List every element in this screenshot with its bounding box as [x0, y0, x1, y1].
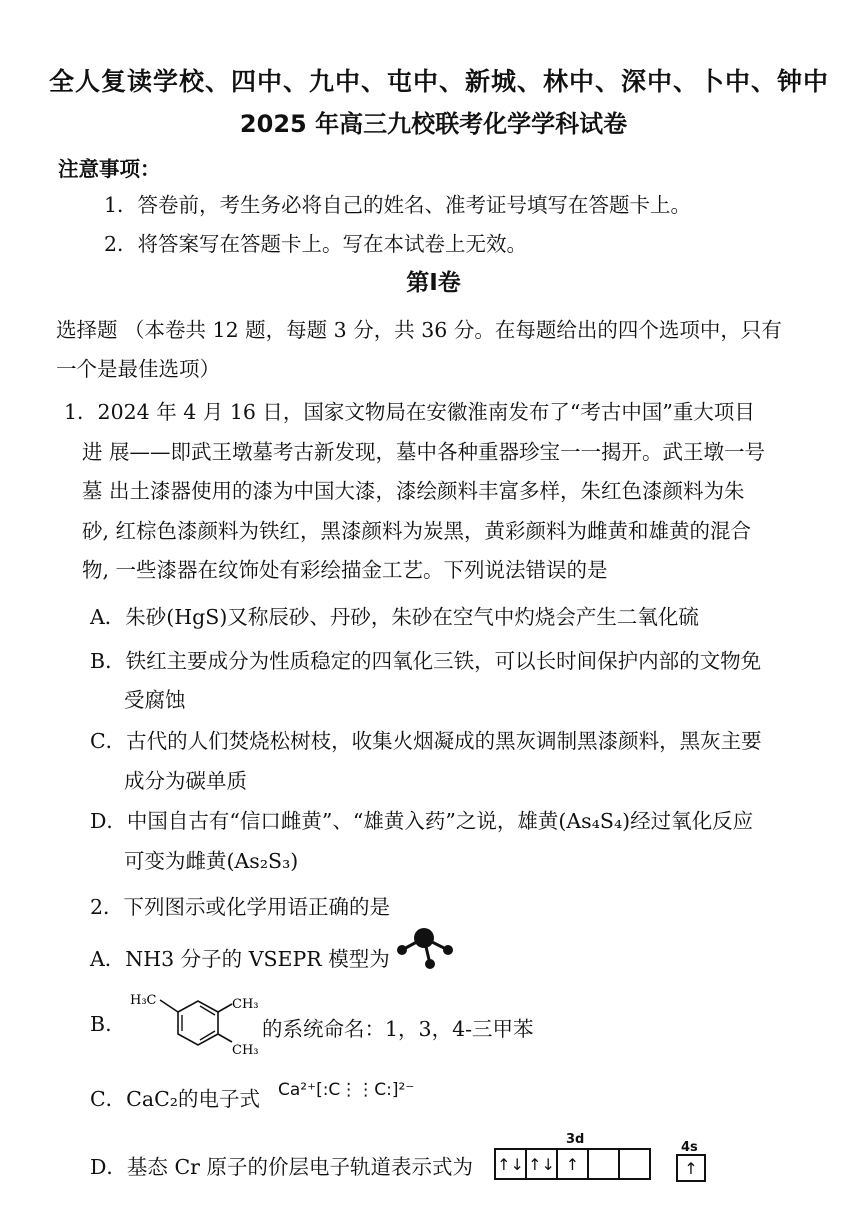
q2-option-b-label: B. [90, 1012, 112, 1036]
q2-option-a: A．NH3 分子的 VSEPR 模型为 [90, 947, 390, 971]
q1-option-d-line2: 可变为雌黄(As₂S₃) [124, 849, 299, 873]
q1-stem-line1: 1．2024 年 4 月 16 日，国家文物局在安徽淮南发布了“考古中国”重大项目 [64, 400, 755, 424]
notice-heading: 注意事项： [58, 157, 161, 181]
q1-option-b-line1: B．铁红主要成分为性质稳定的四氧化三铁，可以长时间保护内部的文物免 [90, 649, 762, 673]
q1-stem-line4: 砂, 红棕色漆颜料为铁红，黑漆颜料为炭黑，黄彩颜料为雌黄和雄黄的混合 [82, 519, 752, 543]
ch3-top-label: CH₃ [232, 997, 259, 1012]
q1-option-a: A．朱砂(HgS)又称辰砂、丹砂，朱砂在空气中灼烧会产生二氧化硫 [90, 605, 699, 629]
ch3-bottom-label: CH₃ [232, 1043, 259, 1058]
orbital-3d-box-5 [620, 1150, 649, 1178]
q2-stem: 2．下列图示或化学用语正确的是 [90, 895, 391, 919]
q1-option-c-line2: 成分为碳单质 [124, 769, 247, 793]
section-intro-line2: 一个是最佳选项） [56, 357, 220, 381]
section-title: 第Ⅰ卷 [406, 270, 461, 296]
q1-stem-line3: 墓 出土漆器使用的漆为中国大漆，漆绘颜料丰富多样，朱红色漆颜料为朱 [82, 479, 745, 503]
orbital-4s-box [676, 1154, 706, 1182]
orbital-3d-box-2: ↑↓ [527, 1150, 558, 1178]
q1-option-c-line1: C．古代的人们焚烧松树枝，收集火烟凝成的黑灰调制黑漆颜料，黑灰主要 [90, 729, 762, 753]
q2-option-d: D．基态 Cr 原子的价层电子轨道表示式为 [90, 1155, 473, 1179]
q2-option-c-label: C．CaC₂的电子式 [90, 1087, 260, 1111]
q1-option-b-line2: 受腐蚀 [124, 688, 186, 712]
vsepr-model-image [390, 926, 460, 976]
orbital-3d-box-3: ↑ [558, 1150, 589, 1178]
orbital-3d-boxes [494, 1148, 651, 1180]
q1-option-d-line1: D．中国自古有“信口雌黄”、“雄黄入药”之说，雄黄(As₄S₄)经过氧化反应 [90, 809, 754, 833]
h3c-label: H₃C [130, 993, 157, 1008]
trimethylbenzene-structure [128, 988, 266, 1060]
q1-stem-line2: 进 展——即武王墩墓考古新发现，墓中各种重器珍宝一一揭开。武王墩一号 [82, 440, 766, 464]
schools-header: 全人复读学校、四中、九中、屯中、新城、林中、深中、卜中、钟中 [48, 67, 829, 96]
orbital-3d-box-1: ↑↓ [496, 1150, 527, 1178]
cac2-electron-formula: Ca²⁺[:C⋮⋮C:]²⁻ [278, 1080, 415, 1100]
orbital-3d-box-4 [589, 1150, 620, 1178]
notice-item-1: 1．答卷前，考生务必将自己的姓名、准考证号填写在答题卡上。 [104, 193, 692, 217]
orbital-4s-box-1: ↑ [684, 1158, 698, 1178]
q2-option-b-text: 的系统命名：1，3，4-三甲苯 [262, 1017, 534, 1041]
orbital-3d-label: 3d [566, 1132, 585, 1147]
exam-title: 2025 年高三九校联考化学学科试卷 [239, 110, 628, 138]
notice-item-2: 2．将答案写在答题卡上。写在本试卷上无效。 [104, 232, 528, 256]
q1-stem-line5: 物, 一些漆器在纹饰处有彩绘描金工艺。下列说法错误的是 [82, 558, 608, 582]
orbital-4s-label: 4s [681, 1140, 698, 1155]
section-intro-line1: 选择题 （本卷共 12 题，每题 3 分，共 36 分。在每题给出的四个选项中，只有 [56, 318, 782, 342]
